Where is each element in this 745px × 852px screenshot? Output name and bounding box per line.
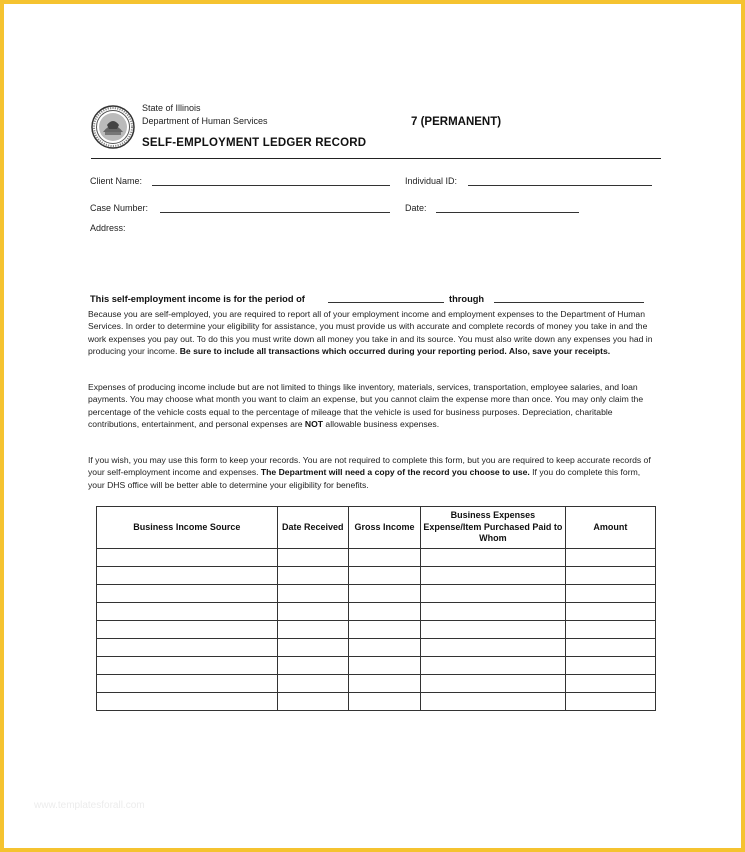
department-name: Department of Human Services: [142, 116, 268, 126]
table-cell[interactable]: [348, 621, 420, 639]
period-statement: [90, 294, 305, 304]
table-cell[interactable]: [277, 549, 348, 567]
p3-text-before: If you wish, you may use this form to keep your records. You are not required to complete this form, but you are required to keep accurate records of your self-employment income and expenses.: [88, 455, 651, 478]
case-number-label: Case Number:: [90, 203, 149, 213]
table-cell[interactable]: [277, 621, 348, 639]
table-cell[interactable]: [277, 603, 348, 621]
table-cell[interactable]: [348, 675, 420, 693]
table-row: [97, 603, 656, 621]
table-cell[interactable]: [421, 585, 566, 603]
period-text: This self-employment income is for the period of: [90, 294, 305, 304]
table-row: [97, 675, 656, 693]
table-cell[interactable]: [565, 567, 655, 585]
individual-id-label: Individual ID:: [405, 176, 458, 186]
table-cell[interactable]: [348, 567, 420, 585]
table-cell[interactable]: [348, 639, 420, 657]
table-cell[interactable]: [565, 675, 655, 693]
table-row: [97, 585, 656, 603]
table-cell[interactable]: [565, 621, 655, 639]
table-cell[interactable]: [97, 549, 278, 567]
table-cell[interactable]: [421, 549, 566, 567]
table-cell[interactable]: [348, 603, 420, 621]
header-divider: [91, 158, 661, 159]
ledger-table: [96, 506, 656, 711]
table-cell[interactable]: [565, 603, 655, 621]
table-cell[interactable]: [97, 693, 278, 711]
address-label: Address:: [90, 223, 126, 233]
table-row: [97, 657, 656, 675]
p2-text-after: allowable business expenses.: [325, 418, 440, 429]
col-header-business-expenses: Business Expenses Expense/Item Purchased Paid to Whom: [421, 507, 566, 549]
instructions-paragraph-2: [88, 381, 658, 430]
table-cell[interactable]: [348, 549, 420, 567]
instructions-paragraph-3: [88, 454, 658, 491]
table-cell[interactable]: [277, 567, 348, 585]
table-cell[interactable]: [421, 675, 566, 693]
col-header-amount: Amount: [565, 507, 655, 549]
table-row: [97, 621, 656, 639]
form-number: 7 (PERMANENT): [411, 116, 502, 128]
date-field[interactable]: [436, 212, 579, 213]
col-header-date-received: Date Received: [277, 507, 348, 549]
table-row: [97, 639, 656, 657]
table-cell[interactable]: [565, 585, 655, 603]
col-header-income-source: Business Income Source: [97, 507, 278, 549]
individual-id-field[interactable]: [468, 185, 652, 186]
period-start-field[interactable]: [328, 302, 444, 303]
table-cell[interactable]: [277, 639, 348, 657]
ledger-header-row: [97, 507, 656, 549]
table-cell[interactable]: [421, 621, 566, 639]
table-cell[interactable]: [421, 657, 566, 675]
table-cell[interactable]: [565, 657, 655, 675]
table-cell[interactable]: [421, 603, 566, 621]
case-number-field[interactable]: [160, 212, 390, 213]
table-cell[interactable]: [97, 621, 278, 639]
table-cell[interactable]: [97, 639, 278, 657]
table-cell[interactable]: [421, 693, 566, 711]
table-cell[interactable]: [348, 693, 420, 711]
table-cell[interactable]: [97, 603, 278, 621]
table-cell[interactable]: [277, 657, 348, 675]
table-cell[interactable]: [277, 675, 348, 693]
table-cell[interactable]: [565, 549, 655, 567]
table-cell[interactable]: [565, 639, 655, 657]
p3-text-after: If you do complete this form, your DHS office will be better able to determine your eligibility for benefits.: [88, 467, 641, 490]
p3-bold-text: The Department will need a copy of the record you choose to use.: [260, 467, 530, 478]
table-cell[interactable]: [97, 567, 278, 585]
p1-bold-text: Be sure to include all transactions which occurred during your reporting period. Also, save your receipts.: [179, 345, 611, 356]
col-header-gross-income: Gross Income: [348, 507, 420, 549]
page-title: SELF-EMPLOYMENT LEDGER RECORD: [142, 137, 367, 149]
ledger-body: [97, 549, 656, 711]
table-cell[interactable]: [97, 585, 278, 603]
table-cell[interactable]: [348, 585, 420, 603]
client-name-label: Client Name:: [90, 176, 143, 186]
table-row: [97, 549, 656, 567]
client-name-field[interactable]: [152, 185, 390, 186]
through-label: through: [449, 294, 485, 304]
p1-text: Because you are self-employed, you are required to report all of your employment income and employment expenses to the Department of Human Services. In order to determine your eligibility for assistance, you must provide us with accurate and complete records of money you take in and the work expenses you pay out. To do this you must write down all money you take in and its source. You must also write down any expenses you had in producing your income.: [88, 309, 653, 356]
state-seal-icon: [91, 105, 135, 149]
watermark: www.templatesforall.com: [34, 800, 145, 811]
table-cell[interactable]: [97, 675, 278, 693]
table-cell[interactable]: [277, 693, 348, 711]
date-label: Date:: [405, 203, 427, 213]
instructions-paragraph-1: [88, 308, 658, 357]
table-cell[interactable]: [97, 657, 278, 675]
state-name: State of Illinois: [142, 103, 201, 113]
period-end-field[interactable]: [494, 302, 644, 303]
table-cell[interactable]: [565, 693, 655, 711]
p2-text-before: Expenses of producing income include but are not limited to things like inventory, materials, services, transportation, employee salaries, and loan payments. You may choose what month you want to claim an expense, but you cannot claim the expense more than once. You may only claim the percentage of the vehicle costs equal to the percentage of mileage that the vehicle is used for business purposes. Depreciation, charitable contributions, entertainment, and personal expenses are: [88, 382, 644, 429]
table-cell[interactable]: [421, 639, 566, 657]
table-cell[interactable]: [348, 657, 420, 675]
table-row: [97, 567, 656, 585]
p2-bold-text: NOT: [304, 418, 324, 429]
table-cell[interactable]: [421, 567, 566, 585]
form-page: [4, 4, 741, 848]
table-row: [97, 693, 656, 711]
table-cell[interactable]: [277, 585, 348, 603]
